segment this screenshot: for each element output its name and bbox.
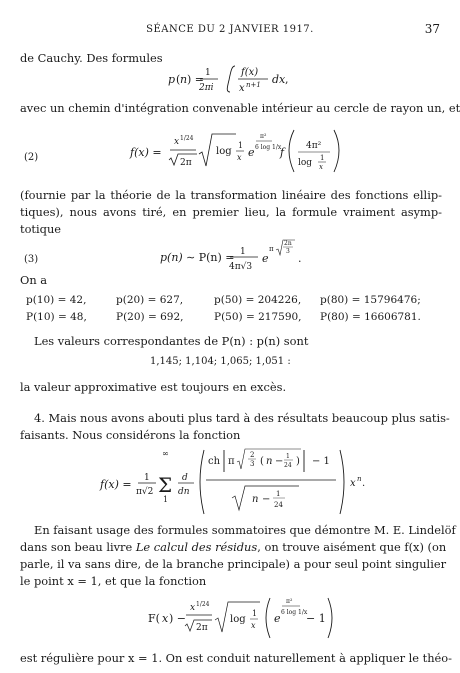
ratios-line: 1,145; 1,104; 1,065; 1,051 : (150, 356, 291, 367)
svg-text:dn: dn (178, 487, 190, 497)
text-line: la valeur approximative est toujours en excès. (20, 380, 287, 394)
svg-text:x: x (239, 83, 245, 94)
text-line (20, 540, 447, 554)
svg-text:6 log 1/x: 6 log 1/x (281, 609, 308, 616)
value-cell: P(80) = 16606781. (320, 311, 421, 323)
svg-text:.: . (298, 252, 302, 265)
svg-text:π√2: π√2 (136, 487, 154, 497)
text-line: (fournie par la théorie de la transformation linéaire des fonctions ellip- (20, 188, 442, 202)
svg-text:,: , (285, 73, 289, 86)
value-cell: p(50) = 204226, (214, 294, 302, 306)
svg-text:ch: ch (208, 456, 221, 467)
svg-text:1: 1 (240, 247, 246, 257)
value-cell: p(20) = 627, (116, 294, 184, 306)
svg-text:.: . (362, 478, 366, 489)
equation-number: (3) (24, 254, 39, 265)
svg-text:n+1: n+1 (246, 81, 261, 89)
text-line: 4. Mais nous avons abouti plus tard à des résultats beaucoup plus satis- (34, 411, 450, 425)
svg-text:): ) (296, 456, 300, 467)
svg-text:1/24: 1/24 (196, 601, 210, 608)
svg-text:2n: 2n (284, 240, 292, 247)
value-cell: p(10) = 42, (26, 294, 87, 306)
svg-text:log: log (230, 614, 246, 625)
svg-text:f(x) =: f(x) = (100, 478, 132, 491)
svg-text:x: x (174, 137, 180, 147)
svg-text:dx: dx (272, 73, 286, 86)
text-fragment: , on trouve aisément que f(x) (on (257, 540, 447, 554)
equation-3 (160, 236, 310, 276)
text-fragment: dans son beau livre (20, 540, 136, 554)
svg-text:π²: π² (260, 133, 267, 140)
svg-text:f: f (280, 146, 285, 159)
book-title: Le calcul des résidus (135, 540, 258, 554)
svg-text:n: n (266, 456, 273, 467)
value-cell: p(80) = 15796476; (320, 294, 421, 306)
svg-text:1: 1 (320, 154, 325, 162)
text-line: totique (20, 222, 62, 236)
svg-text:(: ( (176, 73, 181, 86)
svg-text:24: 24 (284, 462, 292, 469)
svg-text:(: ( (260, 456, 264, 467)
svg-text:π: π (228, 456, 235, 467)
text-line: le point x = 1, et que la fonction (20, 574, 207, 588)
running-title: SÉANCE DU 2 JANVIER 1917. (146, 24, 314, 35)
svg-text:x: x (162, 612, 169, 625)
equation-2 (130, 120, 360, 178)
svg-text:) −: ) − (169, 612, 187, 625)
svg-text:1: 1 (286, 453, 290, 460)
svg-text:n: n (180, 73, 188, 86)
svg-text:log: log (298, 158, 313, 168)
svg-text:x: x (251, 621, 256, 630)
value-cell: P(20) = 692, (116, 311, 184, 323)
svg-text:e: e (274, 612, 281, 625)
text-line: parle, il va sans dire, de la branche principale) a pour seul point singulier (20, 557, 447, 571)
svg-text:p: p (168, 73, 176, 86)
svg-text:f(x): f(x) (241, 67, 259, 78)
equation-5 (148, 592, 348, 642)
text-line: avec un chemin d'intégration convenable intérieur au cercle de rayon un, et (20, 101, 460, 115)
svg-text:4π²: 4π² (306, 141, 322, 151)
svg-text:3: 3 (286, 248, 290, 255)
svg-text:1: 1 (144, 473, 150, 483)
value-cell: P(10) = 48, (26, 311, 87, 323)
svg-text:24: 24 (274, 501, 283, 509)
text-line: de Cauchy. Des formules (20, 51, 163, 65)
svg-text:1: 1 (238, 141, 244, 150)
svg-text:) =: ) = (187, 73, 205, 86)
svg-text:F(: F( (148, 612, 160, 625)
svg-text:π²: π² (286, 598, 293, 605)
svg-text:n: n (357, 475, 362, 483)
value-cell: P(50) = 217590, (214, 311, 302, 323)
text-line: En faisant usage des formules sommatoires que démontre M. E. Lindelöf (34, 523, 456, 537)
equation-1 (168, 60, 338, 98)
svg-text:2: 2 (250, 451, 255, 459)
text-line: est régulière pour x = 1. On est conduit naturellement à appliquer le théo- (20, 651, 453, 665)
svg-text:6 log 1/x: 6 log 1/x (255, 144, 282, 151)
svg-text:e: e (262, 252, 269, 265)
svg-text:log: log (216, 146, 232, 157)
svg-text:Σ: Σ (158, 473, 173, 497)
svg-text:− 1: − 1 (312, 456, 330, 467)
svg-text:4π√3: 4π√3 (229, 262, 253, 272)
text-line: Les valeurs correspondantes de P(n) : p(n) sont (34, 334, 309, 348)
svg-text:1: 1 (205, 68, 211, 78)
svg-text:x: x (319, 163, 323, 171)
page-number: 37 (424, 22, 440, 36)
svg-text:x: x (237, 153, 242, 162)
svg-text:f(x) =: f(x) = (130, 146, 162, 159)
svg-text:x: x (350, 478, 356, 489)
svg-text:p(n): p(n) (160, 251, 183, 264)
svg-text:π: π (269, 245, 274, 253)
svg-text:x: x (190, 603, 196, 613)
page-header (0, 22, 460, 38)
svg-text:∼ P(n) =: ∼ P(n) = (186, 251, 235, 264)
svg-text:1: 1 (163, 495, 169, 504)
equation-number: (2) (24, 152, 39, 163)
svg-text:3: 3 (250, 460, 255, 468)
equation-4 (100, 446, 400, 518)
svg-text:1: 1 (276, 490, 281, 498)
text-line: tiques), nous avons tiré, en premier lieu, la formule vraiment asymp- (20, 205, 442, 219)
text-line: faisants. Nous considérons la fonction (20, 428, 241, 442)
svg-text:e: e (248, 146, 255, 159)
svg-text:2π: 2π (180, 158, 192, 168)
text-line: On a (20, 273, 48, 287)
svg-text:n: n (252, 494, 259, 505)
svg-text:2πi: 2πi (199, 83, 214, 93)
svg-text:2π: 2π (196, 623, 208, 633)
svg-text:∞: ∞ (162, 449, 169, 458)
svg-text:1/24: 1/24 (180, 135, 194, 142)
svg-text:−: − (262, 494, 271, 505)
svg-text:1: 1 (252, 609, 258, 618)
svg-text:d: d (182, 473, 188, 483)
svg-text:−: − (275, 456, 284, 467)
svg-text:− 1: − 1 (306, 612, 326, 625)
